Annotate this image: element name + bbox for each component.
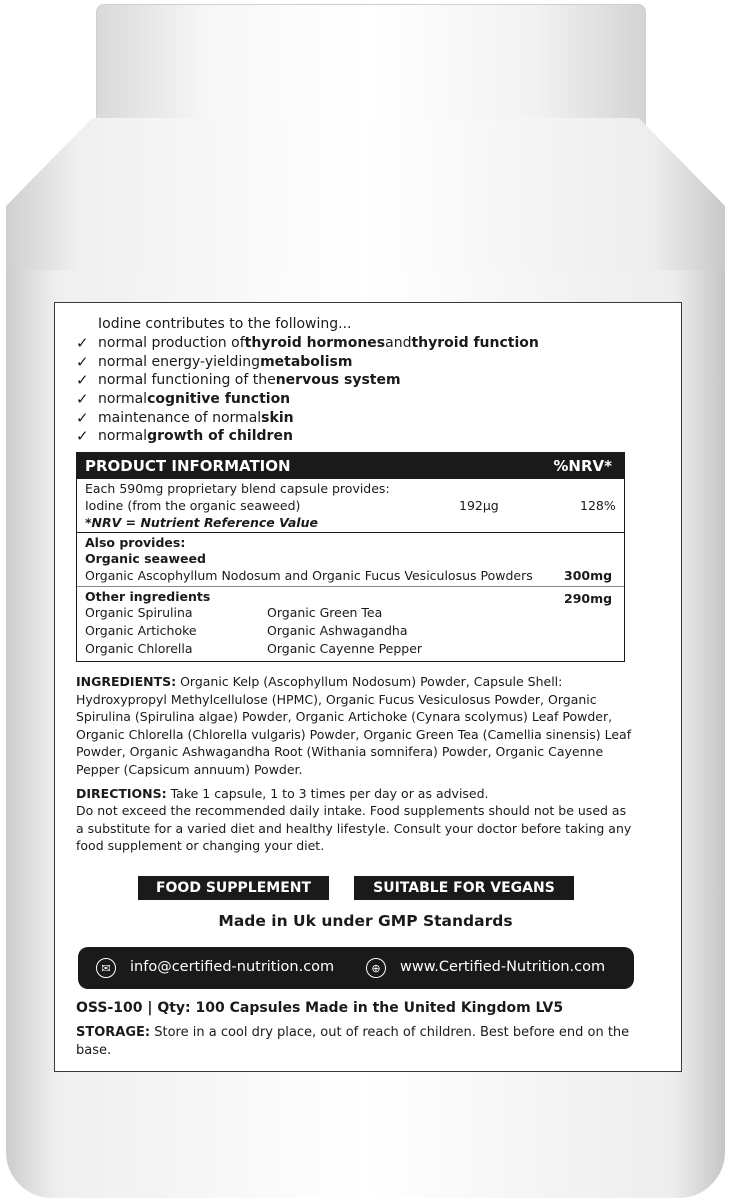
table-divider (77, 586, 624, 587)
seaweed-description: Organic Ascophyllum Nodosum and Organic Fucus Vesiculosus Powders (85, 568, 533, 583)
check-icon: ✓ (76, 427, 89, 446)
table-divider (77, 532, 624, 533)
ingredients-text: INGREDIENTS: Organic Kelp (Ascophyllum Nodosum) Powder, Capsule Shell: Hydroxypropyl Methylcellulose (HPMC), Organic Fucus Vesiculosus Powder, Organic Spirulina (Spirulina algae) Powder, Organic Artichoke (Cynara scolymus) Leaf Powder, Organic Chlorella (Chlorella vulgaris) Powder, Organic Green Tea (Camellia sinensis) Leaf Powder, Organic Ashwagandha Root (Withania somnifera) Powder, Organic Cayenne Pepper (Capsicum annuum) Powder. (76, 674, 632, 777)
contact-email: info@certified-nutrition.com (130, 959, 335, 975)
seaweed-amount: 300mg (564, 568, 613, 583)
sku-line: OSS-100 | Qty: 100 Capsules Made in the United Kingdom LV5 (76, 1000, 564, 1016)
seaweed-heading: Organic seaweed (85, 551, 206, 566)
other-ingredient: Organic Spirulina (85, 605, 193, 620)
iodine-name: Iodine (from the organic seaweed) (85, 498, 301, 513)
capsule-line: Each 590mg proprietary blend capsule provides: (85, 481, 390, 496)
benefit-item: ✓ normal growth of children (76, 427, 293, 446)
iodine-amount: 192µg (459, 498, 499, 513)
also-provides-heading: Also provides: (85, 535, 186, 550)
benefit-item: ✓ normal energy-yielding metabolism (76, 352, 353, 371)
contact-bar (78, 947, 634, 989)
check-icon: ✓ (76, 334, 89, 353)
food-supplement-badge: FOOD SUPPLEMENT (138, 876, 329, 900)
nrv-note: *NRV = Nutrient Reference Value (85, 515, 318, 530)
bottle-shoulder (6, 118, 725, 278)
directions-warning: Do not exceed the recommended daily intake. Food supplements should not be used as a substitute for a varied diet and healthy lifestyle. Consult your doctor before taking any food supplement or changing your diet. (76, 803, 632, 854)
check-icon: ✓ (76, 390, 89, 409)
benefits-list (76, 334, 539, 446)
directions-text: DIRECTIONS: Take 1 capsule, 1 to 3 times per day or as advised. Do not exceed the recommended daily intake. Food supplements should not be used as a substitute for a varied diet and healthy lifestyle. Consult your doctor before taking any food supplement or changing your diet. (76, 785, 636, 855)
benefit-item: ✓ normal functioning of the nervous system (76, 371, 401, 390)
other-ingredient: Organic Cayenne Pepper (267, 641, 423, 656)
benefits-intro: Iodine contributes to the following... (98, 316, 352, 332)
other-ingredient: Organic Green Tea (267, 605, 383, 620)
storage-text: STORAGE: Store in a cool dry place, out of reach of children. Best before end on the base. (76, 1025, 630, 1058)
other-ingredient: Organic Chlorella (85, 641, 193, 656)
benefit-item: ✓ normal production of thyroid hormones and thyroid function (76, 334, 539, 353)
other-ingredient: Organic Artichoke (85, 623, 197, 638)
email-icon: ✉ (96, 958, 116, 978)
contact-website: www.Certified-Nutrition.com (400, 959, 606, 975)
check-icon: ✓ (76, 352, 89, 371)
other-ingredients-amount: 290mg (564, 591, 613, 606)
product-information-table (76, 452, 625, 662)
benefit-item: ✓ normal cognitive function (76, 390, 291, 409)
other-ingredients-heading: Other ingredients (85, 589, 211, 604)
bottle-cap (96, 4, 646, 126)
other-ingredient: Organic Ashwagandha (267, 623, 408, 638)
check-icon: ✓ (76, 408, 89, 427)
benefit-item: ✓ maintenance of normal skin (76, 408, 294, 427)
globe-icon: ⊕ (366, 958, 386, 978)
vegan-badge: SUITABLE FOR VEGANS (354, 876, 574, 900)
table-header: PRODUCT INFORMATION %NRV* (77, 453, 624, 479)
iodine-nrv: 128% (580, 498, 616, 513)
check-icon: ✓ (76, 371, 89, 390)
gmp-statement: Made in Uk under GMP Standards (218, 912, 513, 930)
